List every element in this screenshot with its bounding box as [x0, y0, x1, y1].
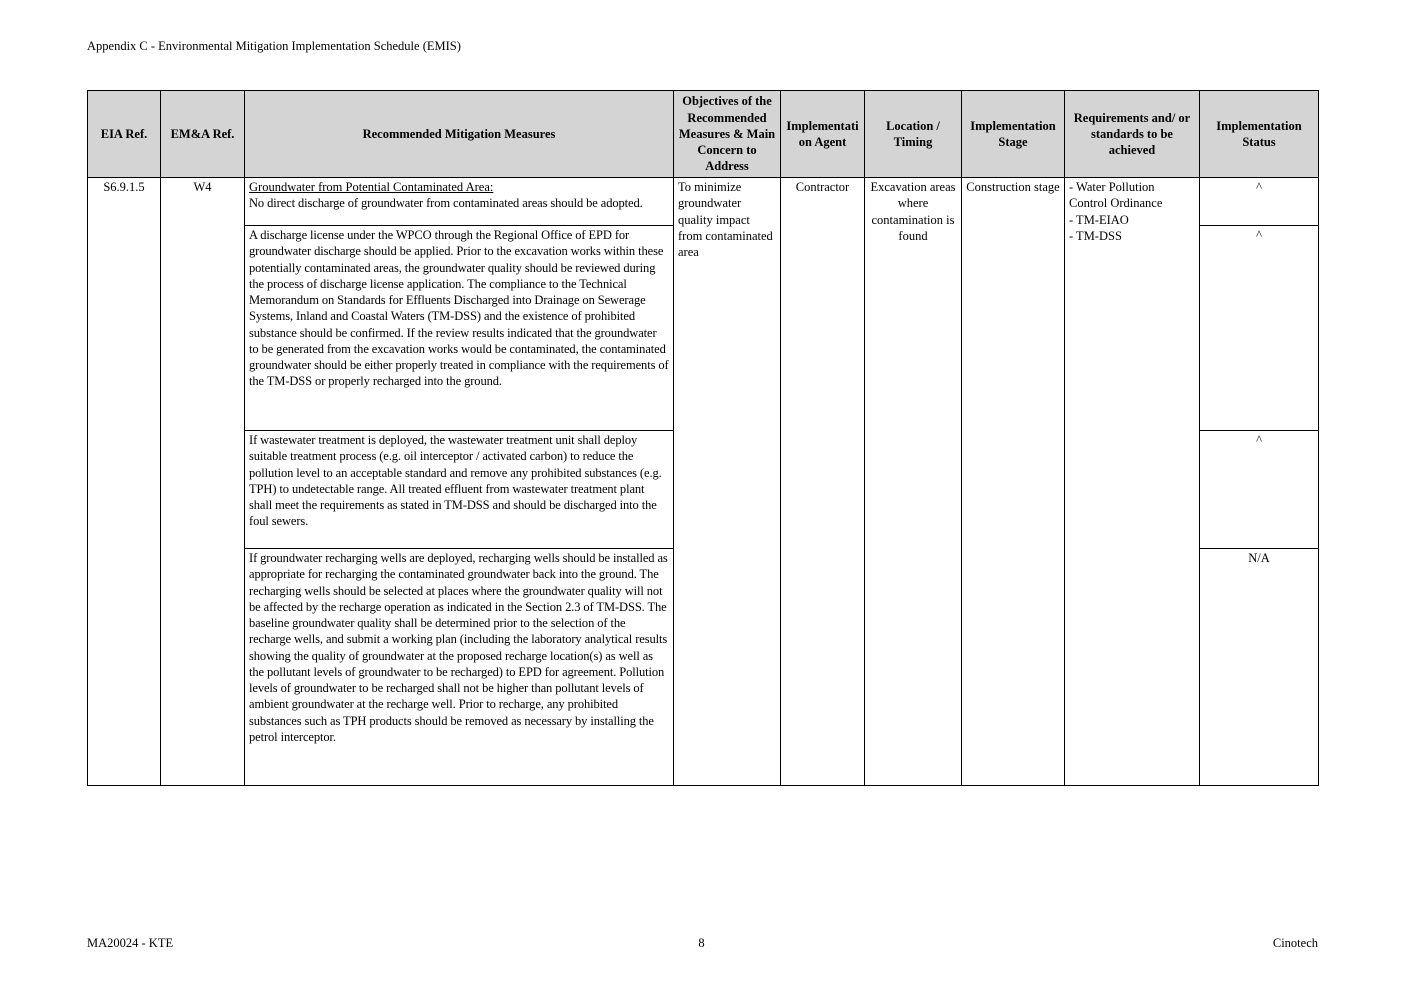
agent-cell: Contractor: [781, 178, 865, 786]
column-header-requirements: Requirements and/ or standards to be achieved: [1065, 91, 1200, 178]
footer-project-code: MA20024 - KTE: [87, 936, 174, 950]
status-cell-1: ^: [1200, 178, 1319, 226]
measure-cell-2: [245, 226, 674, 431]
measure-text: No direct discharge of groundwater from contaminated areas should be adopted.: [249, 196, 643, 211]
stage-cell: Construction stage: [962, 178, 1065, 786]
measure-cell-3: [245, 431, 674, 549]
measure-text: A discharge license under the WPCO through the Regional Office of EPD for groundwater discharge should be applied. Prior to the excavation works within these potentially contaminated areas, the groundwater quality should be reviewed during the process of discharge license application. The compliance to the Technical Memorandum on Standards for Effluents Discharged into Drainage on Sewerage Systems, Inland and Coastal Waters (TM-DSS) and the existence of prohibited substance should be confirmed. If the review results indicated that the groundwater to be generated from the excavation works would be contaminated, the contaminated groundwater should be either properly treated in compliance with the requirements of the TM-DSS or properly recharged into the ground.: [249, 228, 669, 389]
status-cell-2: ^: [1200, 226, 1319, 431]
requirements-cell: [1065, 178, 1200, 786]
requirement-item: - TM-DSS: [1069, 228, 1122, 243]
status-cell-4: N/A: [1200, 549, 1319, 786]
column-header-agent: Implementation Agent: [781, 91, 865, 178]
measure-cell-4: [245, 549, 674, 786]
column-header-status: Implementation Status: [1200, 91, 1319, 178]
footer-company-name: Cinotech: [1272, 936, 1318, 950]
column-header-location: Location / Timing: [865, 91, 962, 178]
measure-heading: Groundwater from Potential Contaminated Area:: [249, 180, 494, 194]
measure-text: If wastewater treatment is deployed, the wastewater treatment unit shall deploy suitable treatment process (e.g. oil interceptor / activated carbon) to reduce the pollution level to an acceptable standard and remove any prohibited substances (e.g. TPH) to undetectable range. All treated effluent from wastewater treatment plant shall meet the requirements as stated in TM-DSS and should be discharged into the foul sewers.: [249, 433, 662, 529]
table-row: [88, 178, 1319, 226]
objectives-cell: To minimize groundwater quality impact from contaminated area: [674, 178, 781, 786]
location-cell: Excavation areas where contamination is found: [865, 178, 962, 786]
footer-page-number: 8: [698, 936, 705, 950]
eia-ref-cell: S6.9.1.5: [88, 178, 161, 786]
measure-cell-1: [245, 178, 674, 226]
status-cell-3: ^: [1200, 431, 1319, 549]
requirement-item: - Water Pollution Control Ordinance: [1069, 180, 1163, 211]
column-header-eia-ref: EIA Ref.: [88, 91, 161, 178]
requirement-item: - TM-EIAO: [1069, 212, 1129, 227]
column-header-stage: Implementation Stage: [962, 91, 1065, 178]
column-header-objectives: Objectives of the Recommended Measures & Main Concern to Address: [674, 91, 781, 178]
ema-ref-cell: W4: [161, 178, 245, 786]
column-header-ema-ref: EM&A Ref.: [161, 91, 245, 178]
emis-table: [87, 90, 1319, 786]
measure-text: If groundwater recharging wells are deployed, recharging wells should be installed as appropriate for recharging the contaminated groundwater back into the ground. The recharging wells should be selected at places where the groundwater quality will not be affected by the recharge operation as indicated in the Section 2.3 of TM-DSS. The baseline groundwater quality shall be determined prior to the selection of the recharge wells, and submit a working plan (including the laboratory analytical results showing the quality of groundwater at the proposed recharge location(s) as well as the pollutant levels of groundwater to be recharged) to EPD for agreement. Pollution levels of groundwater to be recharged shall not be higher than pollutant levels of ambient groundwater at the recharge well. Prior to recharge, any prohibited substances such as TPH products should be removed as necessary by installing the petrol interceptor.: [249, 551, 668, 744]
appendix-header: Appendix C - Environmental Mitigation Implementation Schedule (EMIS): [87, 39, 461, 53]
table-header-row: [88, 91, 1319, 178]
column-header-measures: Recommended Mitigation Measures: [245, 91, 674, 178]
